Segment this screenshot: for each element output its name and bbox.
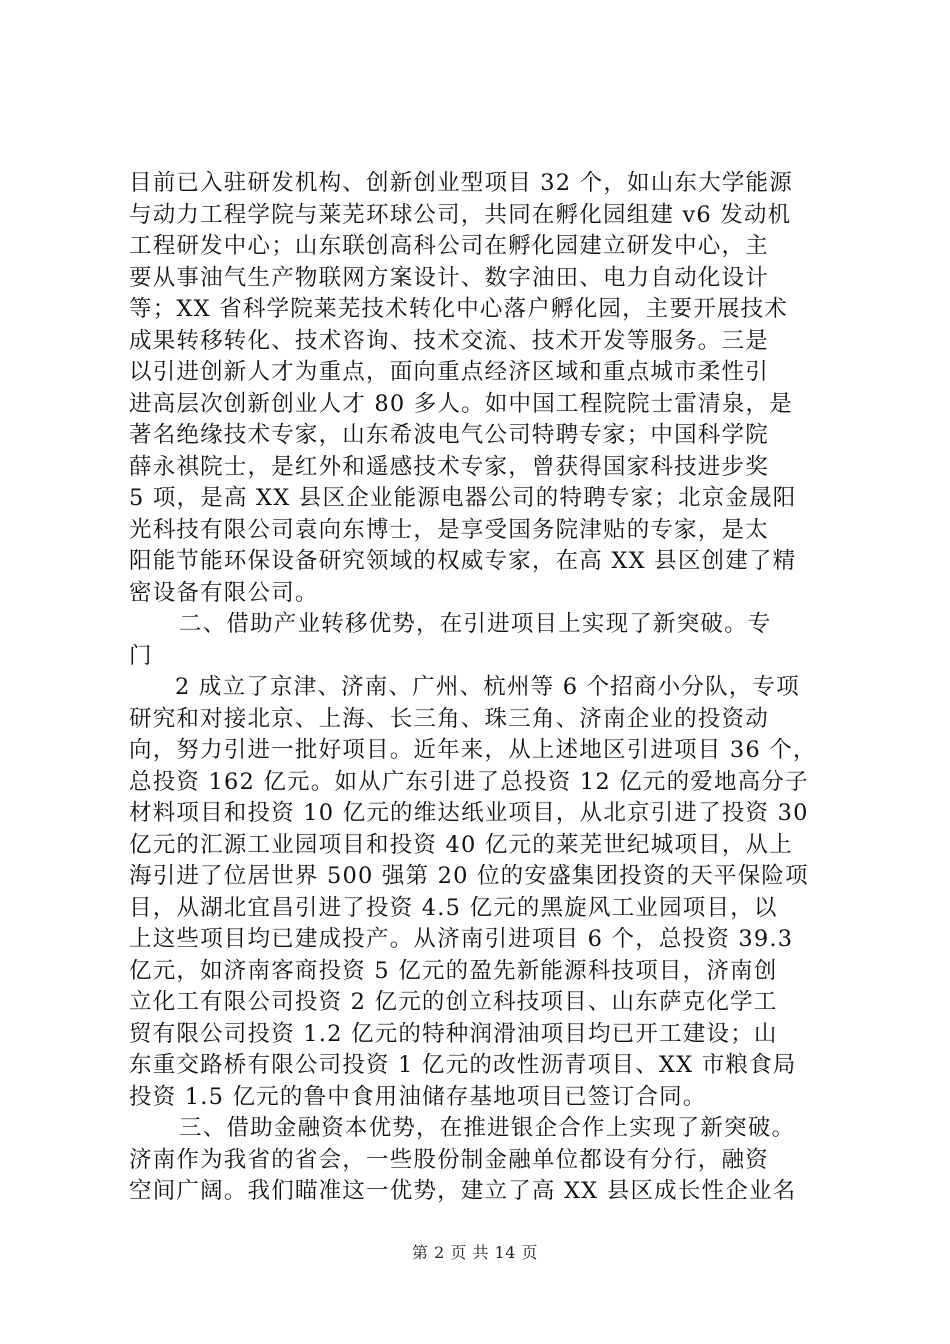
text-line: 目，从湖北宜昌引进了投资 4.5 亿元的黑旋风工业园项目，以 [129,894,778,921]
text-line: 空间广阔。我们瞄准这一优势，建立了高 XX 县区成长性企业名 [129,1178,797,1204]
text-line: 要从事油气生产物联网方案设计、数字油田、电力自动化设计 [129,264,769,291]
text-line: 薛永祺院士，是红外和遥感技术专家，曾获得国家科技进步奖 [129,453,769,480]
text-line: 济南作为我省的省会，一些股份制金融单位都设有分行，融资 [129,1146,769,1173]
text-line: 亿元的汇源工业园项目和投资 40 亿元的莱芜世纪城项目，从上 [129,831,793,858]
text-line: 光科技有限公司袁向东博士，是享受国务院津贴的专家，是太 [129,516,769,543]
document-body [129,168,839,1208]
text-line: 总投资 162 亿元。如从广东引进了总投资 12 亿元的爱地高分子 [129,768,809,795]
section-heading-3: 三、借助金融资本优势，在推进银企合作上实现了新突破。 [179,1115,796,1141]
text-line: 著名绝缘技术专家，山东希波电气公司特聘专家；中国科学院 [129,422,769,448]
text-line: 等；XX 省科学院莱芜技术转化中心落户孵化园，主要开展技术 [129,296,788,322]
text-line: 2 成立了京津、济南、广州、杭州等 6 个招商小分队，专项 [175,674,800,700]
text-line: 东重交路桥有限公司投资 1 亿元的改性沥青项目、XX 市粮食局 [129,1052,797,1078]
text-line: 进高层次创新创业人才 80 多人。如中国工程院院士雷清泉，是 [129,390,793,417]
text-line: 海引进了位居世界 500 强第 20 位的安盛集团投资的天平保险项 [129,863,809,889]
text-line: 门 [129,642,153,669]
page-number-footer: 第 2 页 共 14 页 [412,1243,538,1262]
text-line: 阳能节能环保设备研究领域的权威专家，在高 XX 县区创建了精 [129,548,797,574]
text-line: 材料项目和投资 10 亿元的维达纸业项目，从北京引进了投资 30 [129,800,809,826]
text-line: 密设备有限公司。 [129,579,319,606]
text-line: 亿元，如济南客商投资 5 亿元的盈先新能源科技项目，济南创 [129,957,778,984]
text-line: 以引进创新人才为重点，面向重点经济区域和重点城市柔性引 [129,359,769,385]
text-line: 工程研发中心；山东联创高科公司在孵化园建立研发中心，主 [129,233,769,259]
text-line: 投资 1.5 亿元的鲁中食用油储存基地项目已签订合同。 [129,1083,707,1110]
text-line: 与动力工程学院与莱芜环球公司，共同在孵化园组建 v6 发动机 [129,201,792,228]
text-line: 立化工有限公司投资 2 亿元的创立科技项目、山东萨克化学工 [129,989,778,1015]
text-line: 5 项，是高 XX 县区企业能源电器公司的特聘专家；北京金晟阳 [129,485,797,511]
text-line: 向，努力引进一批好项目。近年来，从上述地区引进项目 36 个， [129,737,817,763]
text-line: 研究和对接北京、上海、长三角、珠三角、济南企业的投资动 [129,705,769,732]
text-line: 成果转移转化、技术咨询、技术交流、技术开发等服务。三是 [129,327,769,354]
text-line: 上这些项目均已建成投产。从济南引进项目 6 个，总投资 39.3 [129,926,794,952]
text-line: 目前已入驻研发机构、创新创业型项目 32 个，如山东大学能源 [129,170,793,196]
text-line: 贸有限公司投资 1.2 亿元的特种润滑油项目均已开工建设；山 [129,1020,778,1047]
section-heading-2: 二、借助产业转移优势，在引进项目上实现了新突破。专 [179,611,772,637]
